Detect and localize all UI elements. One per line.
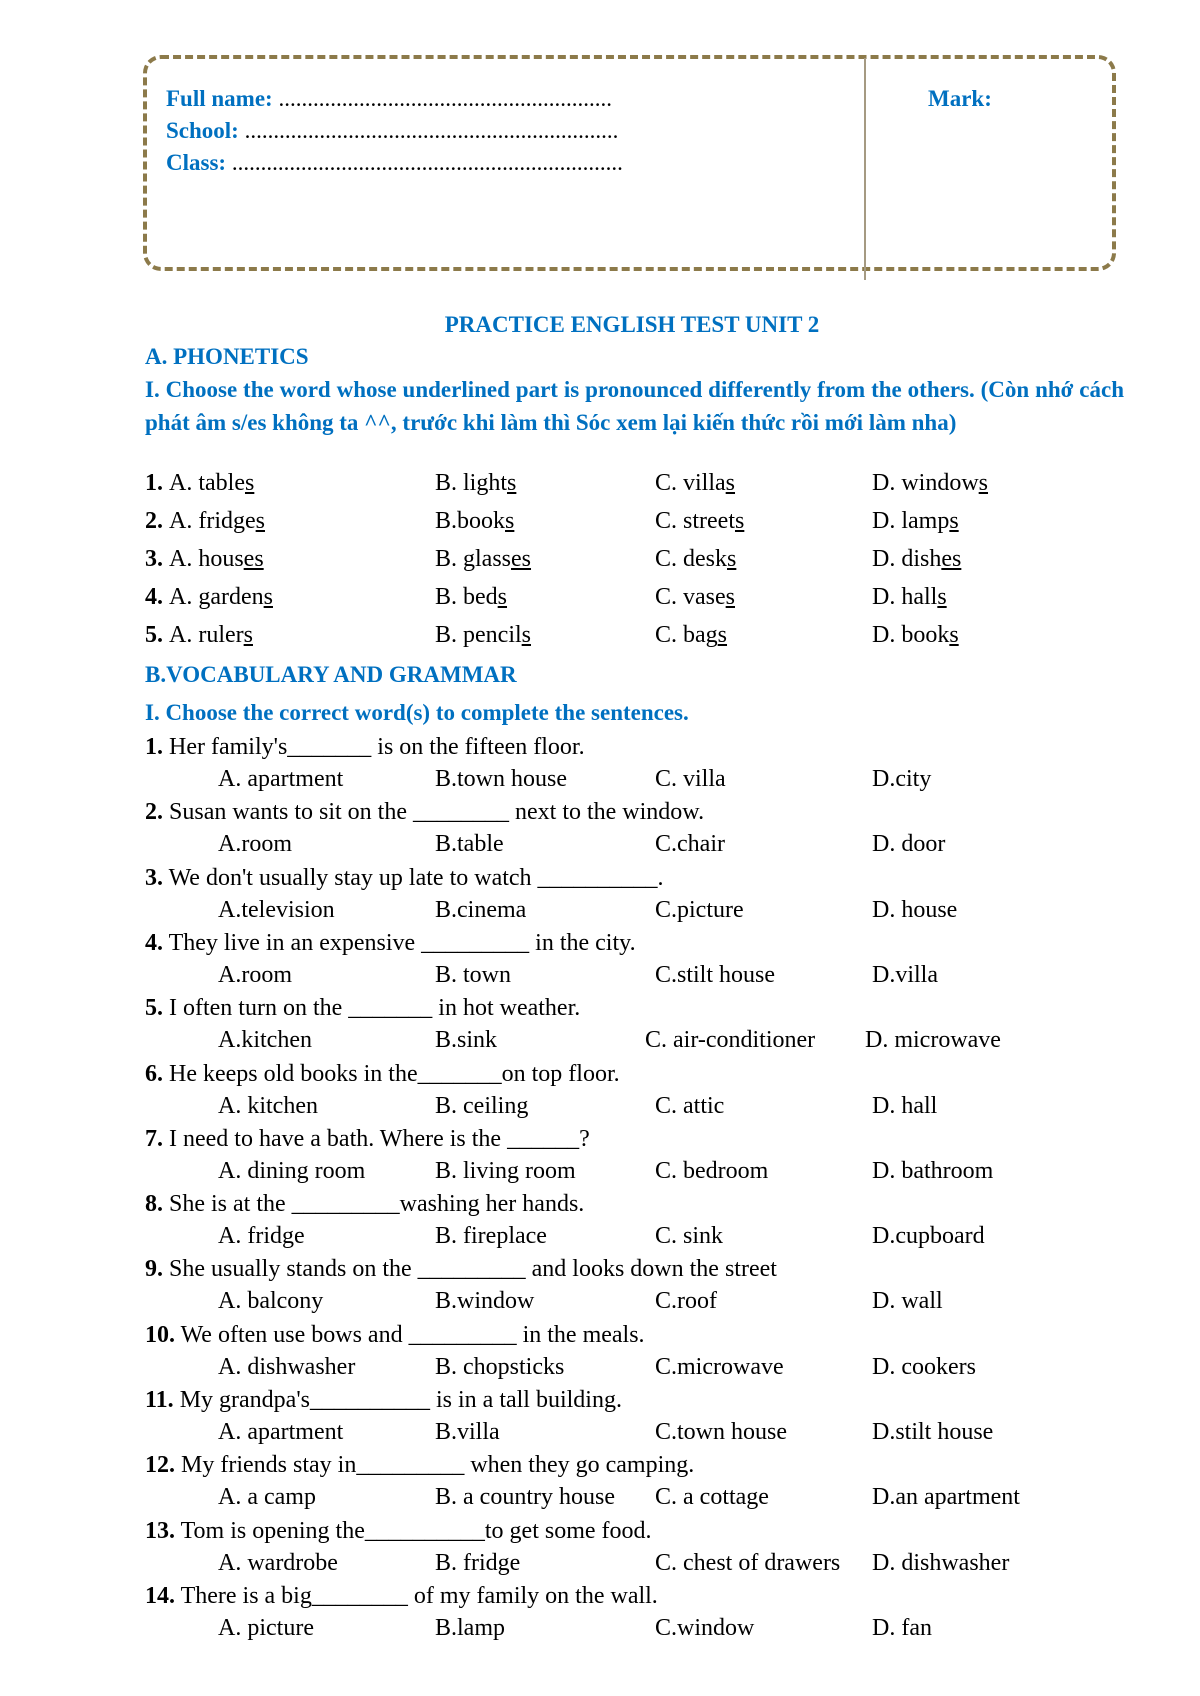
school-field: [166, 118, 618, 144]
phonetics-option: C. desks: [655, 546, 737, 572]
answer-option[interactable]: D. wall: [872, 1288, 943, 1315]
phonetics-question: [145, 508, 1145, 542]
answer-option[interactable]: B. living room: [435, 1157, 576, 1184]
answer-options: [0, 1354, 1000, 1386]
question-number: 13.: [145, 1517, 175, 1544]
phonetics-option: D. halls: [872, 584, 947, 610]
question-number: 4.: [145, 929, 163, 956]
underlined-part: s: [263, 584, 273, 610]
question-text: I often turn on the _______ in hot weather.: [163, 995, 581, 1022]
answer-option[interactable]: D. microwave: [865, 1027, 1001, 1054]
underlined-part: s: [507, 470, 517, 496]
vocab-question: [145, 1191, 584, 1218]
question-number: 6.: [145, 1060, 163, 1087]
question-number: 9.: [145, 1256, 163, 1283]
question-text: We often use bows and _________ in the meals.: [175, 1321, 645, 1348]
underlined-part: es: [941, 546, 962, 572]
underlined-part: s: [497, 584, 508, 610]
answer-option[interactable]: D. door: [872, 831, 946, 858]
underlined-part: es: [243, 546, 264, 572]
answer-option[interactable]: A. kitchen: [218, 1092, 318, 1119]
vocab-question: [145, 1518, 652, 1545]
class-dots: ....................................................................: [226, 150, 623, 175]
answer-option[interactable]: A.room: [218, 831, 292, 858]
answer-option[interactable]: C. air-conditioner: [645, 1027, 816, 1054]
answer-option[interactable]: B.window: [435, 1288, 535, 1315]
question-text: I need to have a bath. Where is the ______?: [163, 1125, 590, 1152]
answer-option[interactable]: B.cinema: [435, 896, 527, 923]
answer-option[interactable]: A. balcony: [218, 1288, 324, 1315]
vocab-question: [145, 1387, 622, 1414]
phonetics-option: D. books: [872, 622, 959, 648]
underlined-part: s: [725, 470, 736, 496]
answer-option[interactable]: A. apartment: [218, 1419, 344, 1445]
answer-option[interactable]: B. fridge: [435, 1549, 521, 1576]
underlined-part: s: [725, 584, 735, 610]
phonetics-option: B. pencils: [435, 622, 531, 648]
question-number: 1.: [145, 734, 163, 760]
answer-options: [0, 1484, 1020, 1516]
underlined-part: s: [243, 622, 253, 648]
answer-option[interactable]: B. chopsticks: [435, 1353, 565, 1380]
question-text: We don't usually stay up late to watch __________.: [163, 864, 664, 891]
phonetics-option: B. glasses: [435, 546, 532, 572]
question-number: 4.: [145, 584, 169, 610]
answer-option[interactable]: A. dishwasher: [218, 1353, 356, 1380]
underlined-part: s: [734, 508, 745, 534]
answer-option[interactable]: A. picture: [218, 1614, 314, 1641]
phonetics-option: 1. A. tables: [145, 470, 255, 496]
answer-option[interactable]: B. town: [435, 961, 512, 988]
question-text: My friends stay in_________ when they go camping.: [175, 1452, 695, 1479]
answer-option[interactable]: D. house: [872, 896, 958, 923]
vocab-question: [145, 1452, 694, 1479]
vocab-question: [145, 1126, 590, 1153]
vocab-question: [145, 930, 636, 957]
question-number: 12.: [145, 1452, 175, 1479]
answer-option[interactable]: D.cupboard: [872, 1223, 985, 1250]
vocab-question: [145, 1583, 658, 1610]
vocab-question: [145, 734, 585, 761]
phonetics-option: C. vases: [655, 584, 735, 610]
question-text: They live in an expensive _________ in the city.: [163, 929, 636, 956]
underlined-part: s: [717, 622, 728, 648]
answer-option[interactable]: A.television: [218, 896, 335, 923]
school-label: School:: [166, 118, 239, 143]
answer-option[interactable]: A. wardrobe: [218, 1549, 338, 1576]
info-box-divider: [864, 58, 866, 280]
vocab-question: [145, 1061, 620, 1088]
section-b-instruction: I. Choose the correct word(s) to complete the sentences.: [145, 700, 689, 725]
answer-option[interactable]: B.lamp: [435, 1614, 505, 1641]
answer-options: [0, 1615, 1000, 1647]
answer-option[interactable]: C.chair: [655, 831, 725, 858]
class-field: [166, 150, 623, 176]
answer-option[interactable]: D.city: [872, 766, 932, 792]
phonetics-question: [145, 622, 1145, 656]
answer-options: [0, 1158, 1000, 1190]
vocab-question: [145, 1322, 645, 1349]
underlined-part: s: [937, 584, 947, 610]
answer-option[interactable]: D.villa: [872, 961, 938, 988]
question-number: 2.: [145, 799, 163, 826]
vocab-question: [145, 1256, 777, 1283]
full-name-dots: ..........................................................: [272, 86, 612, 111]
answer-option[interactable]: C.stilt house: [655, 961, 776, 988]
answer-options: [0, 962, 1000, 994]
answer-option[interactable]: B.sink: [435, 1027, 498, 1054]
school-dots: .................................................................: [238, 118, 619, 143]
section-a-instruction: I. Choose the word whose underlined part is pronounced differently from the others. (Còn nhớ cách phát âm s/es không ta ^^, trước khi làm thì Sóc xem lại kiến thức rồi mới làm nha): [145, 377, 1124, 435]
full-name-label: Full name:: [166, 86, 273, 111]
underlined-part: s: [255, 508, 265, 534]
class-label: Class:: [166, 150, 227, 175]
phonetics-option: C. bags: [655, 622, 728, 648]
phonetics-option: 5. A. rulers: [145, 622, 253, 648]
answer-option[interactable]: B. fireplace: [435, 1223, 547, 1250]
section-b-heading: B.VOCABULARY AND GRAMMAR: [145, 662, 517, 687]
answer-option[interactable]: B.villa: [435, 1419, 500, 1445]
question-number: 3.: [145, 864, 163, 891]
answer-option[interactable]: C. sink: [655, 1223, 724, 1250]
answer-option[interactable]: C.microwave: [655, 1353, 784, 1380]
answer-option[interactable]: D. dishwasher: [872, 1549, 1010, 1576]
question-text: There is a big________ of my family on the wall.: [175, 1582, 658, 1609]
question-text: Susan wants to sit on the ________ next to the window.: [163, 799, 705, 826]
question-number: 8.: [145, 1191, 163, 1218]
page-title: PRACTICE ENGLISH TEST UNIT 2: [444, 312, 820, 337]
phonetics-option: C. streets: [655, 508, 745, 534]
answer-options: [0, 1223, 1000, 1255]
question-text: Tom is opening the__________to get some food.: [175, 1517, 652, 1544]
phonetics-option: D. dishes: [872, 546, 962, 572]
question-text: She is at the _________washing her hands.: [163, 1191, 585, 1218]
question-number: 11.: [145, 1387, 174, 1413]
answer-option[interactable]: C.town house: [655, 1419, 787, 1445]
answer-options: [0, 897, 1000, 929]
answer-option[interactable]: C. attic: [655, 1092, 725, 1119]
question-number: 1.: [145, 470, 169, 496]
answer-option[interactable]: C. a cottage: [655, 1484, 769, 1511]
answer-option[interactable]: A. apartment: [218, 766, 344, 792]
answer-option[interactable]: B. ceiling: [435, 1092, 529, 1119]
section-a-heading: A. PHONETICS: [145, 344, 309, 369]
answer-option[interactable]: C. bedroom: [655, 1157, 769, 1184]
answer-option[interactable]: C.window: [655, 1614, 755, 1641]
answer-option[interactable]: D. cookers: [872, 1353, 976, 1380]
full-name-field: [166, 86, 612, 112]
answer-option[interactable]: C.picture: [655, 896, 744, 923]
vocab-question: [145, 995, 580, 1022]
question-number: 3.: [145, 546, 169, 572]
phonetics-option: B.books: [435, 508, 515, 534]
underlined-part: es: [511, 546, 532, 572]
underlined-part: s: [949, 508, 959, 534]
phonetics-option: 4. A. gardens: [145, 584, 273, 610]
answer-option[interactable]: D.an apartment: [872, 1484, 1020, 1511]
answer-option[interactable]: D. fan: [872, 1614, 932, 1641]
answer-option[interactable]: D.stilt house: [872, 1419, 994, 1445]
underlined-part: s: [727, 546, 737, 572]
mark-label: Mark:: [928, 86, 992, 111]
question-number: 7.: [145, 1125, 163, 1152]
question-text: She usually stands on the _________ and looks down the street: [163, 1256, 777, 1283]
underlined-part: s: [244, 470, 255, 496]
phonetics-option: C. villas: [655, 470, 736, 496]
phonetics-option: B. beds: [435, 584, 508, 610]
phonetics-option: 3. A. houses: [145, 546, 264, 572]
answer-options: [0, 1093, 1000, 1125]
answer-options: [0, 1288, 1000, 1320]
answer-option[interactable]: D. bathroom: [872, 1157, 994, 1184]
answer-option[interactable]: C. chest of drawers: [655, 1549, 841, 1576]
answer-options: [0, 766, 1000, 798]
phonetics-option: D. windows: [872, 470, 989, 496]
answer-option[interactable]: D. hall: [872, 1092, 938, 1119]
answer-option[interactable]: A. dining room: [218, 1157, 366, 1184]
answer-option[interactable]: C.roof: [655, 1288, 717, 1315]
answer-option[interactable]: B.table: [435, 831, 504, 858]
question-number: 5.: [145, 995, 163, 1022]
phonetics-question: [145, 584, 1145, 618]
answer-option[interactable]: A.room: [218, 961, 292, 988]
question-number: 5.: [145, 622, 169, 648]
answer-option[interactable]: B. a country house: [435, 1484, 615, 1511]
phonetics-option: B. lights: [435, 470, 517, 496]
answer-option[interactable]: B.town house: [435, 766, 567, 792]
question-text: He keeps old books in the_______on top floor.: [163, 1060, 620, 1087]
question-number: 14.: [145, 1582, 175, 1609]
answer-option[interactable]: A. fridge: [218, 1223, 305, 1250]
phonetics-option: D. lamps: [872, 508, 959, 534]
phonetics-option: 2. A. fridges: [145, 508, 265, 534]
vocab-question: [145, 799, 704, 826]
underlined-part: s: [949, 622, 959, 648]
underlined-part: s: [978, 470, 989, 496]
answer-options: [0, 1419, 1000, 1451]
question-number: 2.: [145, 508, 169, 534]
answer-option[interactable]: A.kitchen: [218, 1027, 312, 1054]
question-text: My grandpa's__________ is in a tall building.: [173, 1387, 622, 1413]
answer-option[interactable]: C. villa: [655, 766, 726, 792]
underlined-part: s: [521, 622, 531, 648]
answer-options: [0, 831, 1000, 863]
underlined-part: s: [505, 508, 515, 534]
answer-options: [0, 1549, 1010, 1582]
vocab-question: [145, 865, 664, 892]
phonetics-question: [145, 470, 1145, 504]
question-number: 10.: [145, 1321, 175, 1348]
phonetics-question: [145, 546, 1145, 580]
answer-option[interactable]: A. a camp: [218, 1484, 316, 1511]
answer-options: [0, 1027, 1000, 1059]
question-text: Her family's_______ is on the fifteen floor.: [163, 734, 585, 760]
